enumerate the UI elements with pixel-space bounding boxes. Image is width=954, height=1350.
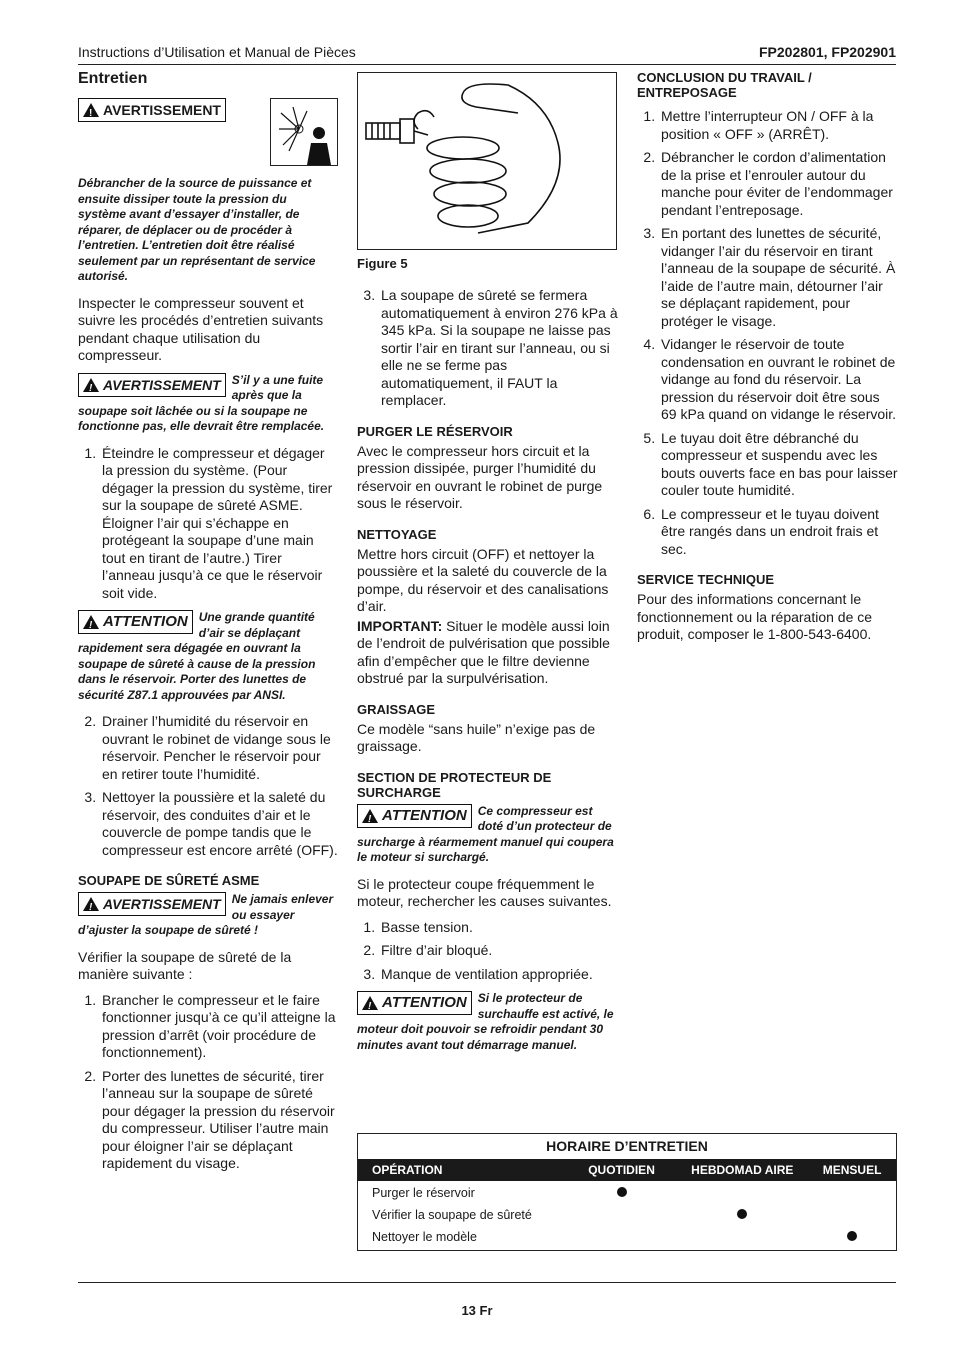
list-item: 1. Brancher le compresseur et le faire fonctionner jusqu’à ce qu’il atteigne la pression d’arrêt (voir procédure de fonctionnement).	[100, 992, 338, 1062]
weekly-cell	[676, 1208, 808, 1222]
page-number: 13 Fr	[461, 1303, 493, 1318]
table-header	[358, 1159, 896, 1181]
column-2	[357, 72, 619, 1063]
list-item: 2. Drainer l’humidité du réservoir en ouvrant le robinet de vidange sous le réservoir. Pencher le réservoir pour en retirer toute l’humidité.	[100, 713, 338, 783]
heading-service: SERVICE TECHNIQUE	[637, 572, 775, 587]
header-daily: QUOTIDIEN	[588, 1163, 655, 1177]
caution-block-2: ! ATTENTION Ce compresseur est doté d’un protecteur de surcharge à réarmement manuel qui coupera le moteur si surchargé.	[357, 804, 619, 866]
header-operation: OPÉRATION	[372, 1163, 443, 1177]
list-item: 3. La soupape de sûreté se fermera automatiquement à environ 276 kPa à 345 kPa. Si la soupape ne laisse pas sortir l’air en tirant sur l’anneau, ou si elle ne se ferme pas automatiquement, il FAUT la remplacer.	[379, 287, 619, 410]
header-weekly: HEBDOMAD AIRE	[691, 1163, 794, 1177]
list-item: 4. Vidanger le réservoir de toute condensation en ouvrant le robinet de vidange au fond du réservoir. La pression du réservoir doit être sous 69 kPa quand on vidange le réservoir.	[659, 336, 899, 424]
warning-block-3: ! AVERTISSEMENT Ne jamais enlever ou essayer d’ajuster la soupape de sûreté !	[78, 892, 338, 939]
header-title: Instructions d’Utilisation et Manual de Pièces	[78, 44, 356, 60]
protecteur-paragraph: Si le protecteur coupe fréquemment le moteur, rechercher les causes suivantes.	[357, 875, 612, 909]
list-item: 1. Éteindre le compresseur et dégager la pression du système. (Pour dégager la pression du système, tirer sur la soupape de sûreté ASME. Éloigner l’air qui s’échappe en protégeant la soupape d’une main tout en tirant de l’autre.) Tirer l’anneau jusqu’à ce que le réservoir soit vide.	[100, 445, 338, 603]
section-title: Entretien	[78, 70, 148, 87]
heading-protecteur: SECTION DE PROTECTEUR DE SURCHARGE	[357, 769, 552, 800]
list-item: 1. Mettre l’interrupteur ON / OFF à la position « OFF » (ARRÊT).	[659, 108, 899, 143]
list-item: 3. Nettoyer la poussière et la saleté du réservoir, des conduites d’air et le couvercle de pompe tandis que le compresseur est encore arrêté (OFF).	[100, 789, 338, 859]
steps-list	[78, 445, 338, 603]
causes-list	[357, 919, 619, 984]
caution-badge: ! ATTENTION	[78, 610, 193, 634]
list-item: 1. Basse tension.	[379, 919, 619, 937]
figure-caption: Figure 5	[357, 256, 408, 271]
nettoyage-paragraph: Mettre hors circuit (OFF) et nettoyer la poussière et la saleté du couvercle de la pompe, du réservoir et des canalisations d’air.	[357, 545, 609, 614]
heading-purge: PURGER LE RÉSERVOIR	[357, 423, 513, 439]
table-row	[358, 1182, 896, 1204]
heading-asme: SOUPAPE DE SÛRETÉ ASME	[78, 873, 260, 888]
frequency-dot	[847, 1231, 857, 1241]
warning-text: Débrancher de la source de puissance et ensuite dissiper toute la pression du système avant d’essayer d’installer, de réparer, de déplacer ou de procéder à l’entretien. L’entretien doit être réalisé seulement par un représentant de service autorisé.	[78, 176, 316, 283]
list-item: 2. Filtre d’air bloqué.	[379, 942, 619, 960]
conclusion-list	[637, 108, 899, 558]
purge-paragraph: Avec le compresseur hors circuit et la pression dissipée, purger l’humidité du réservoir en ouvrant le robinet de purge sous le réservoir.	[357, 442, 603, 511]
table-title: HORAIRE D’ENTRETIEN	[546, 1138, 708, 1154]
header-rule	[78, 64, 896, 65]
warning-triangle-icon	[83, 897, 99, 911]
list-item: 3. Manque de ventilation appropriée.	[379, 966, 619, 984]
heading-conclusion: CONCLUSION DU TRAVAIL / ENTREPOSAGE	[637, 70, 812, 100]
list-item: 2. Débrancher le cordon d’alimentation de la prise et l’enrouler autour du manche pour éviter de l’endommager pendant l’entreposage.	[659, 149, 899, 219]
warning-badge: ! AVERTISSEMENT	[78, 373, 226, 397]
electric-shock-icon	[270, 98, 338, 166]
frequency-dot	[737, 1209, 747, 1219]
list-item: 6. Le compresseur et le tuyau doivent être rangés dans un endroit frais et sec.	[659, 506, 899, 559]
caution-badge: ! ATTENTION	[357, 804, 472, 828]
daily-cell	[567, 1186, 677, 1200]
service-paragraph: Pour des informations concernant le fonctionnement ou la réparation de ce produit, composer le 1-800-543-6400.	[637, 591, 873, 642]
warning-triangle-icon	[362, 996, 378, 1010]
asme-paragraph: Vérifier la soupape de sûreté de la manière suivante :	[78, 948, 292, 982]
hand-pulling-valve-ring-illustration	[358, 73, 616, 249]
list-item: 5. Le tuyau doit être débranché du compresseur et suspendu avec les bouts ouverts face en bas pour laisser couler toute humidité.	[659, 430, 899, 500]
graissage-paragraph: Ce modèle “sans huile” n’exige pas de graissage.	[357, 720, 596, 754]
operation-cell: Purger le réservoir	[372, 1186, 475, 1200]
figure-5	[357, 72, 617, 250]
asme-steps-cont	[357, 287, 619, 410]
table-row	[358, 1226, 896, 1248]
warning-badge: ! AVERTISSEMENT	[78, 98, 226, 122]
asme-steps	[78, 992, 338, 1173]
list-item: 3. En portant des lunettes de sécurité, vidanger l’air du réservoir en tirant l’anneau de la soupape de sécurité. À l’aide de l’autre main, détourner l’air se déplaçant rapidement, pour protéger le visage.	[659, 225, 899, 330]
important-paragraph: IMPORTANT: Situer le modèle aussi loin de l’endroit de pulvérisation que possible afin d’empêcher que le filtre devienne obstrué par la surpulvérisation.	[357, 617, 610, 686]
list-item: 2. Porter des lunettes de sécurité, tirer l’anneau sur la soupape de sûreté pour dégager la pression du réservoir du compresseur. Utiliser l’autre main pour éloigner l’air se déplaçant rapidement du visage.	[100, 1068, 338, 1173]
warning-badge: ! AVERTISSEMENT	[78, 892, 226, 916]
warning-triangle-icon	[83, 378, 99, 392]
warning-triangle-icon	[83, 103, 99, 117]
warning-block-2: ! AVERTISSEMENT S’il y a une fuite après que la soupape soit lâchée ou si la soupape ne fonctionne pas, elle devrait être remplacée.	[78, 373, 338, 435]
header-model: FP202801, FP202901	[759, 44, 896, 60]
frequency-dot	[617, 1187, 627, 1197]
monthly-cell	[808, 1230, 896, 1244]
header-monthly: MENSUEL	[822, 1163, 882, 1177]
column-1	[78, 70, 338, 1181]
column-3	[637, 70, 899, 652]
heading-graissage: GRAISSAGE	[357, 701, 436, 717]
caution-badge: ! ATTENTION	[357, 991, 472, 1015]
operation-cell: Nettoyer le modèle	[372, 1230, 477, 1244]
warning-triangle-icon	[83, 615, 99, 629]
operation-cell: Vérifier la soupape de sûreté	[372, 1208, 532, 1222]
warning-triangle-icon	[362, 809, 378, 823]
steps-list-cont	[78, 713, 338, 859]
caution-block-3: ! ATTENTION Si le protecteur de surchauffe est activé, le moteur doit pouvoir se refroidir pendant 30 minutes avant tout démarrage manuel.	[357, 991, 619, 1053]
caution-block-1: ! ATTENTION Une grande quantité d’air se déplaçant rapidement sera dégagée en ouvrant la soupape de sûreté à cause de la pression dans le réservoir. Porter des lunettes de sécurité Z87.1 approuvées par ANSI.	[78, 610, 338, 703]
maintenance-schedule-table	[357, 1133, 897, 1251]
table-row	[358, 1204, 896, 1226]
footer-rule	[78, 1282, 896, 1283]
heading-nettoyage: NETTOYAGE	[357, 526, 437, 542]
intro-paragraph: Inspecter le compresseur souvent et suivre les procédés d’entretien suivants pendant chaque utilisation du compresseur.	[78, 294, 324, 363]
